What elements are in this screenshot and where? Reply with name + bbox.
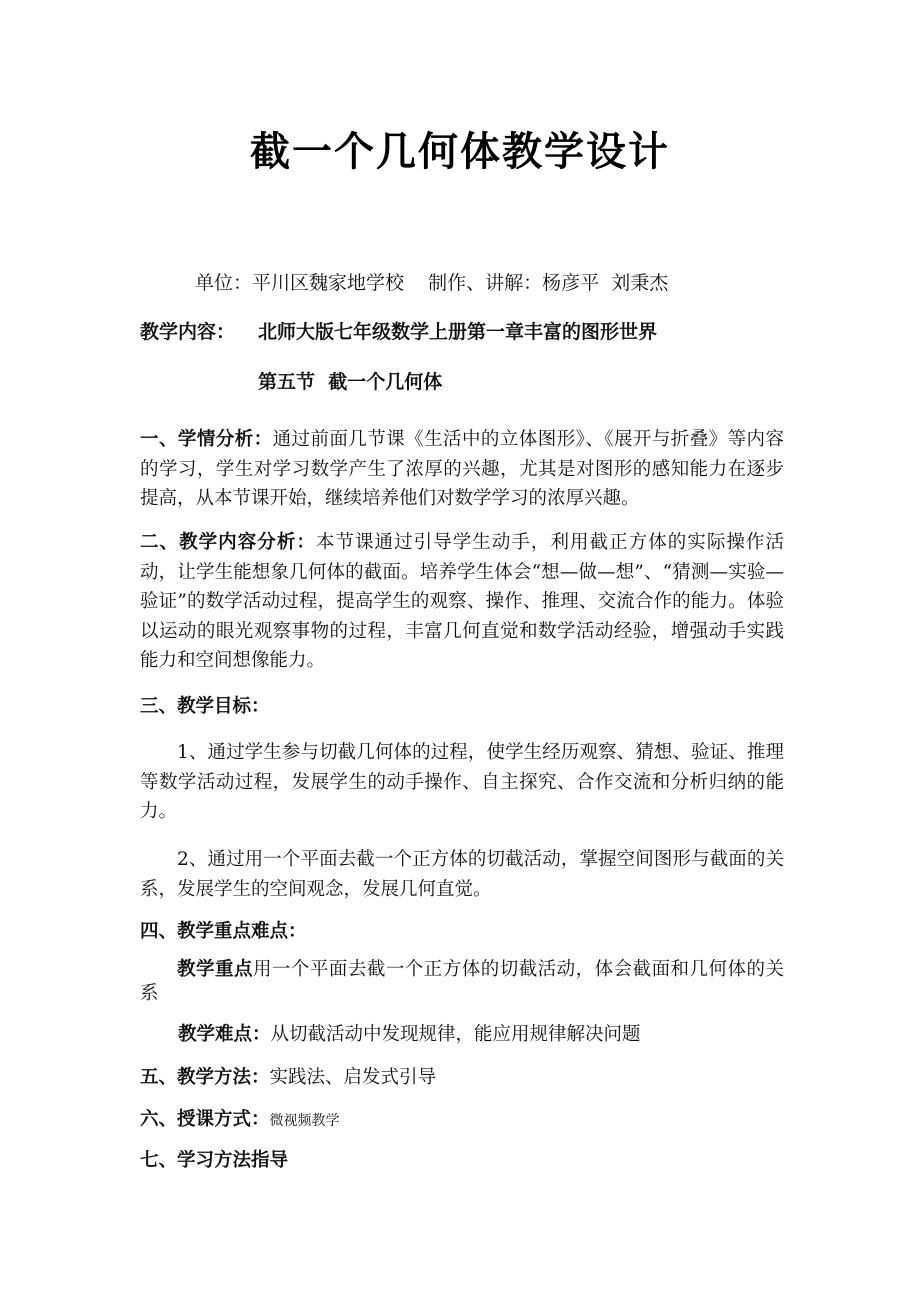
section-7-heading: 七、学习方法指导 <box>140 1150 289 1171</box>
section-1-text: 通过前面几节课《生活中的立体图形》、《展开与折叠》等内容的学习，学生对学习数学产生了浓厚的兴趣，尤其是对图形的感知能力在逐步提高，从本节课开始，继续培养他们对数学学习的浓厚兴趣。 <box>140 429 784 509</box>
teaching-content-line <box>140 317 658 344</box>
section-1-paragraph <box>140 425 784 514</box>
document-title: 截一个几何体教学设计 <box>250 129 670 175</box>
section-5-text: 实践法、启发式引导 <box>269 1067 437 1088</box>
section-6-text: 微视频教学 <box>269 1113 340 1129</box>
section-5-heading: 五、教学方法： <box>140 1067 270 1088</box>
teaching-content-label: 教学内容： <box>140 321 236 343</box>
section-6-line <box>140 1105 340 1131</box>
key-point-label: 教学重点 <box>177 959 253 980</box>
section-1-heading: 一、学情分析： <box>140 429 273 450</box>
difficulty-text: 从切截活动中发现规律，能应用规律解决问题 <box>270 1024 641 1045</box>
section-2-heading: 二、教学内容分析： <box>140 532 316 553</box>
section-3-heading: 三、教学目标： <box>140 696 270 717</box>
section-6-heading: 六、授课方式： <box>140 1109 270 1130</box>
section-3-goal-1: 1、通过学生参与切截几何体的过程，使学生经历观察、猜想、验证、推理等数学活动过程，发展学生的动手操作、自主探究、合作交流和分析归纳的能力。 <box>140 742 784 822</box>
section-4-key-point <box>140 958 784 1006</box>
unit-author-line: 单位：平川区魏家地学校 制作、讲解：杨彦平 刘秉杰 <box>195 272 669 294</box>
difficulty-label: 教学难点： <box>178 1024 271 1045</box>
key-point-text: 用一个平面去截一个正方体的切截活动，体会截面和几何体的关系 <box>140 959 784 1004</box>
section-2-text: 本节课通过引导学生动手，利用截正方体的实际操作活动，让学生能想象几何体的截面。培养学生体会“想—做—想”、“猜测—实验—验证”的数学活动过程，提高学生的观察、操作、推理、交流合作的能力。体验以运动的眼光观察事物的过程，丰富几何直觉和数学活动经验，增强动手实践能力和空间想像能力。 <box>140 532 784 671</box>
section-2-paragraph <box>140 528 784 676</box>
teaching-content-section: 第五节 截一个几何体 <box>258 371 443 393</box>
teaching-content-value: 北师大版七年级数学上册第一章丰富的图形世界 <box>258 321 658 343</box>
section-4-difficulty <box>178 1020 641 1046</box>
section-5-line <box>140 1063 436 1089</box>
section-4-heading: 四、教学重点难点： <box>140 921 307 942</box>
section-3-goal-2: 2、通过用一个平面去截一个正方体的切截活动，掌握空间图形与截面的关系，发展学生的空间观念，发展几何直觉。 <box>140 849 784 900</box>
